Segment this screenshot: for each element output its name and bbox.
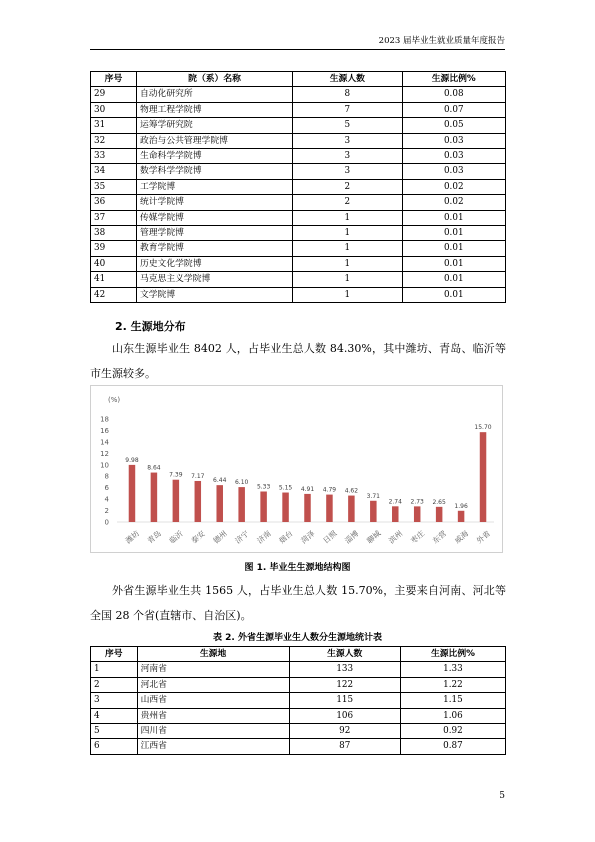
data-label: 3.71 xyxy=(366,492,381,500)
table-cell: 0.03 xyxy=(402,164,506,179)
x-tick-label: 泰安 xyxy=(189,528,207,546)
bar xyxy=(260,492,267,522)
table-cell: 1.15 xyxy=(400,693,505,708)
table-cell: 物理工程学院博 xyxy=(136,102,292,117)
table-cell: 2 xyxy=(293,179,402,194)
table-row xyxy=(91,226,506,241)
column-header: 序号 xyxy=(91,647,138,662)
data-label: 15.70 xyxy=(474,424,492,432)
table-cell: 3 xyxy=(293,133,402,148)
origin-bar-chart xyxy=(90,385,503,553)
figure-caption: 图 1. 毕业生生源地结构图 xyxy=(244,563,351,573)
table-cell: 3 xyxy=(293,149,402,164)
table-cell: 0.01 xyxy=(402,272,506,287)
table-row xyxy=(91,256,506,271)
table-caption: 表 2. 外省生源毕业生人数分生源地统计表 xyxy=(213,633,382,643)
y-tick-label: 6 xyxy=(104,484,109,493)
table-row xyxy=(91,708,506,723)
table-cell: 1 xyxy=(91,662,138,677)
table-cell: 0.87 xyxy=(400,739,505,754)
table-row xyxy=(91,149,506,164)
table-cell: 马克思主义学院博 xyxy=(136,272,292,287)
table-row xyxy=(91,724,506,739)
table-row xyxy=(91,195,506,210)
table-row xyxy=(91,87,506,102)
province-source-table xyxy=(90,646,506,755)
table-cell: 1 xyxy=(293,287,402,302)
x-tick-label: 菏泽 xyxy=(299,528,317,546)
x-tick-label: 临沂 xyxy=(167,528,185,546)
table-cell: 40 xyxy=(91,256,137,271)
x-tick-label: 外省 xyxy=(474,528,493,546)
table-cell: 87 xyxy=(289,739,400,754)
bar xyxy=(436,507,443,522)
table-header-row xyxy=(91,72,506,87)
data-label: 1.96 xyxy=(454,502,468,510)
column-header: 生源人数 xyxy=(289,647,400,662)
table-cell: 36 xyxy=(91,195,137,210)
y-tick-label: 4 xyxy=(104,495,109,504)
table-cell: 2 xyxy=(293,195,402,210)
data-label: 4.91 xyxy=(300,485,315,493)
table-cell: 1 xyxy=(293,256,402,271)
bar xyxy=(370,501,377,522)
table-cell: 6 xyxy=(91,739,138,754)
table-cell: 统计学院博 xyxy=(136,195,292,210)
column-header: 生源地 xyxy=(137,647,289,662)
data-label: 9.98 xyxy=(125,456,139,464)
table-cell: 8 xyxy=(293,87,402,102)
column-header: 生源人数 xyxy=(293,72,402,87)
table-cell: 1 xyxy=(293,226,402,241)
table-cell: 122 xyxy=(289,677,400,692)
x-tick-label: 潍坊 xyxy=(123,528,142,546)
bar xyxy=(173,480,180,522)
table-cell: 34 xyxy=(91,164,137,179)
table-cell: 文学院博 xyxy=(136,287,292,302)
report-title: 2023 届毕业生就业质量年度报告 xyxy=(378,36,505,46)
column-header: 生源比例% xyxy=(400,647,505,662)
y-tick-label: 18 xyxy=(100,415,109,424)
table-cell: 1.22 xyxy=(400,677,505,692)
y-tick-label: 12 xyxy=(100,449,109,458)
y-tick-label: 8 xyxy=(104,472,109,481)
table-cell: 历史文化学院博 xyxy=(136,256,292,271)
bar xyxy=(348,496,355,522)
table-row xyxy=(91,164,506,179)
column-header: 生源比例% xyxy=(402,72,506,87)
bar xyxy=(392,506,399,522)
column-header: 院（系）名称 xyxy=(136,72,292,87)
table-cell: 29 xyxy=(91,87,137,102)
table-cell: 1 xyxy=(293,272,402,287)
bar xyxy=(304,494,311,522)
table-cell: 3 xyxy=(293,164,402,179)
table-cell: 41 xyxy=(91,272,137,287)
bar xyxy=(282,493,289,522)
table-row xyxy=(91,179,506,194)
y-tick-label: 2 xyxy=(104,507,109,516)
x-tick-label: 日照 xyxy=(321,528,339,546)
table-cell: 30 xyxy=(91,102,137,117)
table-cell: 35 xyxy=(91,179,137,194)
table-cell: 管理学院博 xyxy=(136,226,292,241)
data-label: 2.73 xyxy=(410,498,424,506)
table-cell: 生命科学学院博 xyxy=(136,149,292,164)
table-cell: 河南省 xyxy=(137,662,289,677)
bar xyxy=(195,481,202,522)
table-row xyxy=(91,241,506,256)
table-cell: 传媒学院博 xyxy=(136,210,292,225)
x-tick-label: 济南 xyxy=(255,528,273,546)
paragraph-shandong: 山东生源毕业生 8402 人，占毕业生总人数 84.30%，其中潍坊、青岛、临沂等市生源较多。 xyxy=(90,342,506,380)
data-label: 8.64 xyxy=(147,464,161,472)
table-cell: 0.02 xyxy=(402,195,506,210)
x-tick-label: 滨州 xyxy=(387,528,405,546)
bar xyxy=(480,432,487,522)
table-row xyxy=(91,102,506,117)
table-cell: 32 xyxy=(91,133,137,148)
y-tick-label: 0 xyxy=(104,518,109,527)
table-cell: 0.03 xyxy=(402,133,506,148)
table-row xyxy=(91,677,506,692)
table-cell: 0.03 xyxy=(402,149,506,164)
table-header-row xyxy=(91,647,506,662)
table-cell: 0.92 xyxy=(400,724,505,739)
paragraph-other-provinces: 外省生源毕业生共 1565 人，占毕业生总人数 15.70%，主要来自河南、河北等全国 28 个省(直辖市、自治区)。 xyxy=(90,584,506,622)
data-label: 5.15 xyxy=(278,484,293,492)
table-cell: 2 xyxy=(91,677,138,692)
bar xyxy=(458,511,465,522)
table-cell: 42 xyxy=(91,287,137,302)
table-row xyxy=(91,287,506,302)
table-cell: 0.02 xyxy=(402,179,506,194)
table-row xyxy=(91,133,506,148)
x-tick-label: 东营 xyxy=(430,528,449,546)
page-number: 5 xyxy=(499,791,505,801)
page-header xyxy=(90,34,505,50)
data-label: 6.44 xyxy=(213,477,227,485)
data-label: 2.65 xyxy=(432,498,446,506)
table-row xyxy=(91,210,506,225)
table-cell: 工学院博 xyxy=(136,179,292,194)
table-row xyxy=(91,118,506,133)
x-tick-label: 烟台 xyxy=(277,528,295,546)
table-cell: 31 xyxy=(91,118,137,133)
table-cell: 0.01 xyxy=(402,241,506,256)
table-cell: 0.01 xyxy=(402,287,506,302)
table-cell: 0.01 xyxy=(402,210,506,225)
table-cell: 0.01 xyxy=(402,256,506,271)
table-cell: 0.05 xyxy=(402,118,506,133)
table-cell: 4 xyxy=(91,708,138,723)
x-tick-label: 淄博 xyxy=(343,528,361,546)
table-cell: 0.01 xyxy=(402,226,506,241)
table-cell: 3 xyxy=(91,693,138,708)
table-cell: 自动化研究所 xyxy=(136,87,292,102)
y-tick-label: 10 xyxy=(100,461,109,470)
x-tick-label: 聊城 xyxy=(365,528,383,546)
table-cell: 92 xyxy=(289,724,400,739)
data-label: 7.39 xyxy=(169,471,183,479)
table-cell: 5 xyxy=(293,118,402,133)
table-cell: 115 xyxy=(289,693,400,708)
table-cell: 37 xyxy=(91,210,137,225)
table-cell: 0.07 xyxy=(402,102,506,117)
bar xyxy=(216,485,223,522)
table-cell: 山西省 xyxy=(137,693,289,708)
table-cell: 1 xyxy=(293,210,402,225)
y-axis-unit: (%) xyxy=(108,396,121,404)
table-cell: 教育学院博 xyxy=(136,241,292,256)
table-cell: 1 xyxy=(293,241,402,256)
table-row xyxy=(91,693,506,708)
table-cell: 数学科学学院博 xyxy=(136,164,292,179)
table-cell: 39 xyxy=(91,241,137,256)
data-label: 5.33 xyxy=(256,483,271,491)
table-row xyxy=(91,739,506,754)
x-tick-label: 枣庄 xyxy=(408,528,427,546)
chart-canvas xyxy=(91,386,504,554)
table-cell: 106 xyxy=(289,708,400,723)
table-cell: 政治与公共管理学院博 xyxy=(136,133,292,148)
table-cell: 38 xyxy=(91,226,137,241)
y-tick-label: 16 xyxy=(100,426,109,435)
bar xyxy=(414,506,421,522)
bar xyxy=(151,473,158,522)
college-source-table xyxy=(90,71,506,303)
table-cell: 江西省 xyxy=(137,739,289,754)
table-cell: 1.06 xyxy=(400,708,505,723)
table-cell: 河北省 xyxy=(137,677,289,692)
table-cell: 四川省 xyxy=(137,724,289,739)
data-label: 7.17 xyxy=(191,472,205,480)
bar xyxy=(238,487,245,522)
column-header: 序号 xyxy=(91,72,137,87)
table-cell: 33 xyxy=(91,149,137,164)
x-tick-label: 青岛 xyxy=(145,528,163,546)
bar xyxy=(129,465,136,522)
x-tick-label: 德州 xyxy=(211,528,229,546)
table-cell: 运筹学研究院 xyxy=(136,118,292,133)
y-tick-label: 14 xyxy=(100,438,109,447)
data-label: 4.79 xyxy=(322,486,337,494)
table-cell: 0.08 xyxy=(402,87,506,102)
data-label: 6.10 xyxy=(234,479,249,487)
x-tick-label: 威海 xyxy=(452,528,471,546)
table-cell: 贵州省 xyxy=(137,708,289,723)
bar xyxy=(326,495,333,522)
table-row xyxy=(91,272,506,287)
table-cell: 5 xyxy=(91,724,138,739)
table-row xyxy=(91,662,506,677)
data-label: 2.74 xyxy=(388,498,402,506)
table-cell: 7 xyxy=(293,102,402,117)
data-label: 4.62 xyxy=(344,487,359,495)
table-cell: 1.33 xyxy=(400,662,505,677)
table-cell: 133 xyxy=(289,662,400,677)
x-tick-label: 济宁 xyxy=(233,528,251,546)
section-heading: 2. 生源地分布 xyxy=(115,320,186,333)
